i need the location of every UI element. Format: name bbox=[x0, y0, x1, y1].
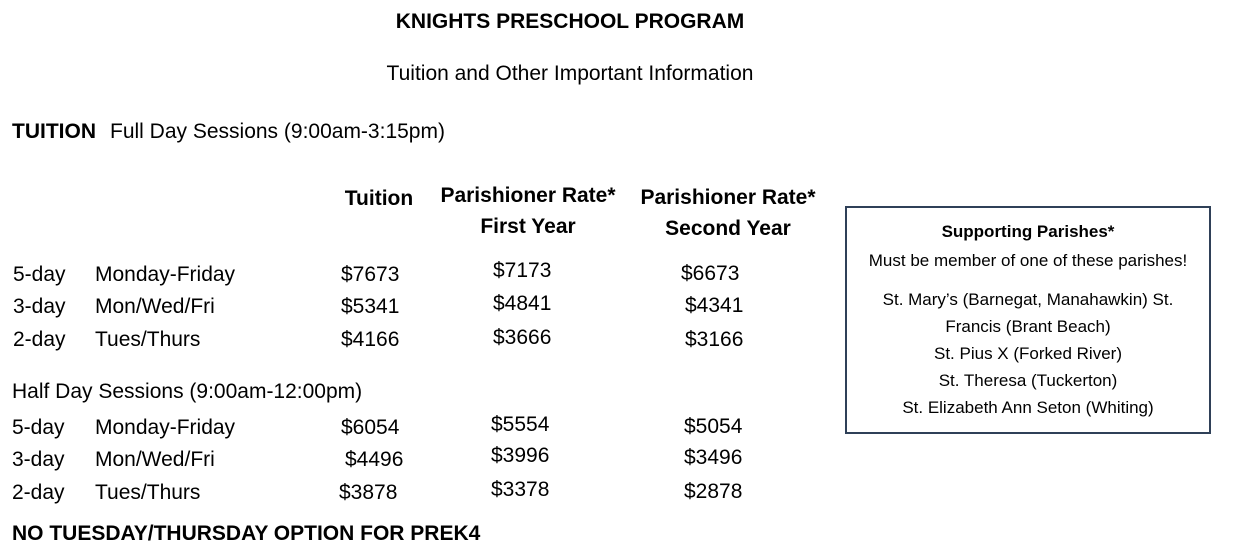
second-year-header-line1: Parishioner Rate* bbox=[640, 186, 816, 209]
full-day-row-first-year: $7173 bbox=[493, 259, 552, 282]
full-day-row-tuition: $5341 bbox=[341, 295, 400, 318]
parish-item: St. Elizabeth Ann Seton (Whiting) bbox=[902, 398, 1154, 417]
half-day-row-second-year: $3496 bbox=[684, 446, 743, 469]
full-day-row-second-year: $4341 bbox=[685, 294, 744, 317]
full-day-row-second-year: $3166 bbox=[685, 328, 744, 351]
full-day-row-schedule: Tues/Thurs bbox=[95, 328, 201, 351]
half-day-row-schedule: Tues/Thurs bbox=[95, 481, 201, 504]
first-year-header-line1: Parishioner Rate* bbox=[440, 184, 616, 207]
column-header-second-year bbox=[630, 182, 826, 244]
prek4-note: NO TUESDAY/THURSDAY OPTION FOR PREK4 bbox=[12, 522, 481, 545]
half-day-row-tuition: $3878 bbox=[339, 481, 398, 504]
parish-item: St. Pius X (Forked River) bbox=[934, 344, 1122, 363]
full-day-row-schedule: Mon/Wed/Fri bbox=[95, 295, 215, 318]
half-day-row-second-year: $5054 bbox=[684, 415, 743, 438]
first-year-header-line2: First Year bbox=[480, 215, 576, 238]
full-day-row-schedule: Monday-Friday bbox=[95, 263, 236, 286]
half-day-row-tuition: $4496 bbox=[345, 448, 404, 471]
full-day-row-days: 5-day bbox=[13, 263, 66, 286]
supporting-parishes-box bbox=[845, 206, 1211, 434]
half-day-row-first-year: $3378 bbox=[491, 478, 550, 501]
half-day-row-days: 3-day bbox=[12, 448, 65, 471]
half-day-row-schedule: Mon/Wed/Fri bbox=[95, 448, 215, 471]
full-day-row-tuition: $7673 bbox=[341, 263, 400, 286]
full-day-row-days: 3-day bbox=[13, 295, 66, 318]
tuition-heading bbox=[12, 120, 445, 144]
half-day-row-second-year: $2878 bbox=[684, 480, 743, 503]
column-header-tuition: Tuition bbox=[344, 187, 414, 210]
full-day-label: Full Day Sessions (9:00am-3:15pm) bbox=[110, 120, 445, 143]
half-day-row-first-year: $5554 bbox=[491, 413, 550, 436]
parish-item: St. Mary’s (Barnegat, Manahawkin) St. Francis (Brant Beach) bbox=[882, 290, 1174, 336]
half-day-row-first-year: $3996 bbox=[491, 444, 550, 467]
half-day-row-days: 5-day bbox=[12, 416, 65, 439]
second-year-header-line2: Second Year bbox=[665, 217, 791, 240]
half-day-row-schedule: Monday-Friday bbox=[95, 416, 236, 439]
full-day-row-tuition: $4166 bbox=[341, 328, 400, 351]
tuition-label: TUITION bbox=[12, 120, 96, 143]
full-day-row-days: 2-day bbox=[13, 328, 66, 351]
parishes-heading: Supporting Parishes* bbox=[941, 222, 1115, 241]
full-day-row-second-year: $6673 bbox=[681, 262, 740, 285]
document-subtitle: Tuition and Other Important Information bbox=[386, 62, 754, 85]
half-day-label: Half Day Sessions (9:00am-12:00pm) bbox=[12, 380, 363, 403]
document-title: KNIGHTS PRESCHOOL PROGRAM bbox=[395, 10, 745, 33]
parish-item: St. Theresa (Tuckerton) bbox=[938, 371, 1118, 390]
full-day-row-first-year: $3666 bbox=[493, 326, 552, 349]
half-day-row-tuition: $6054 bbox=[341, 416, 400, 439]
half-day-row-days: 2-day bbox=[12, 481, 65, 504]
column-header-first-year bbox=[430, 180, 626, 242]
parishes-requirement: Must be member of one of these parishes! bbox=[868, 251, 1188, 270]
full-day-row-first-year: $4841 bbox=[493, 292, 552, 315]
